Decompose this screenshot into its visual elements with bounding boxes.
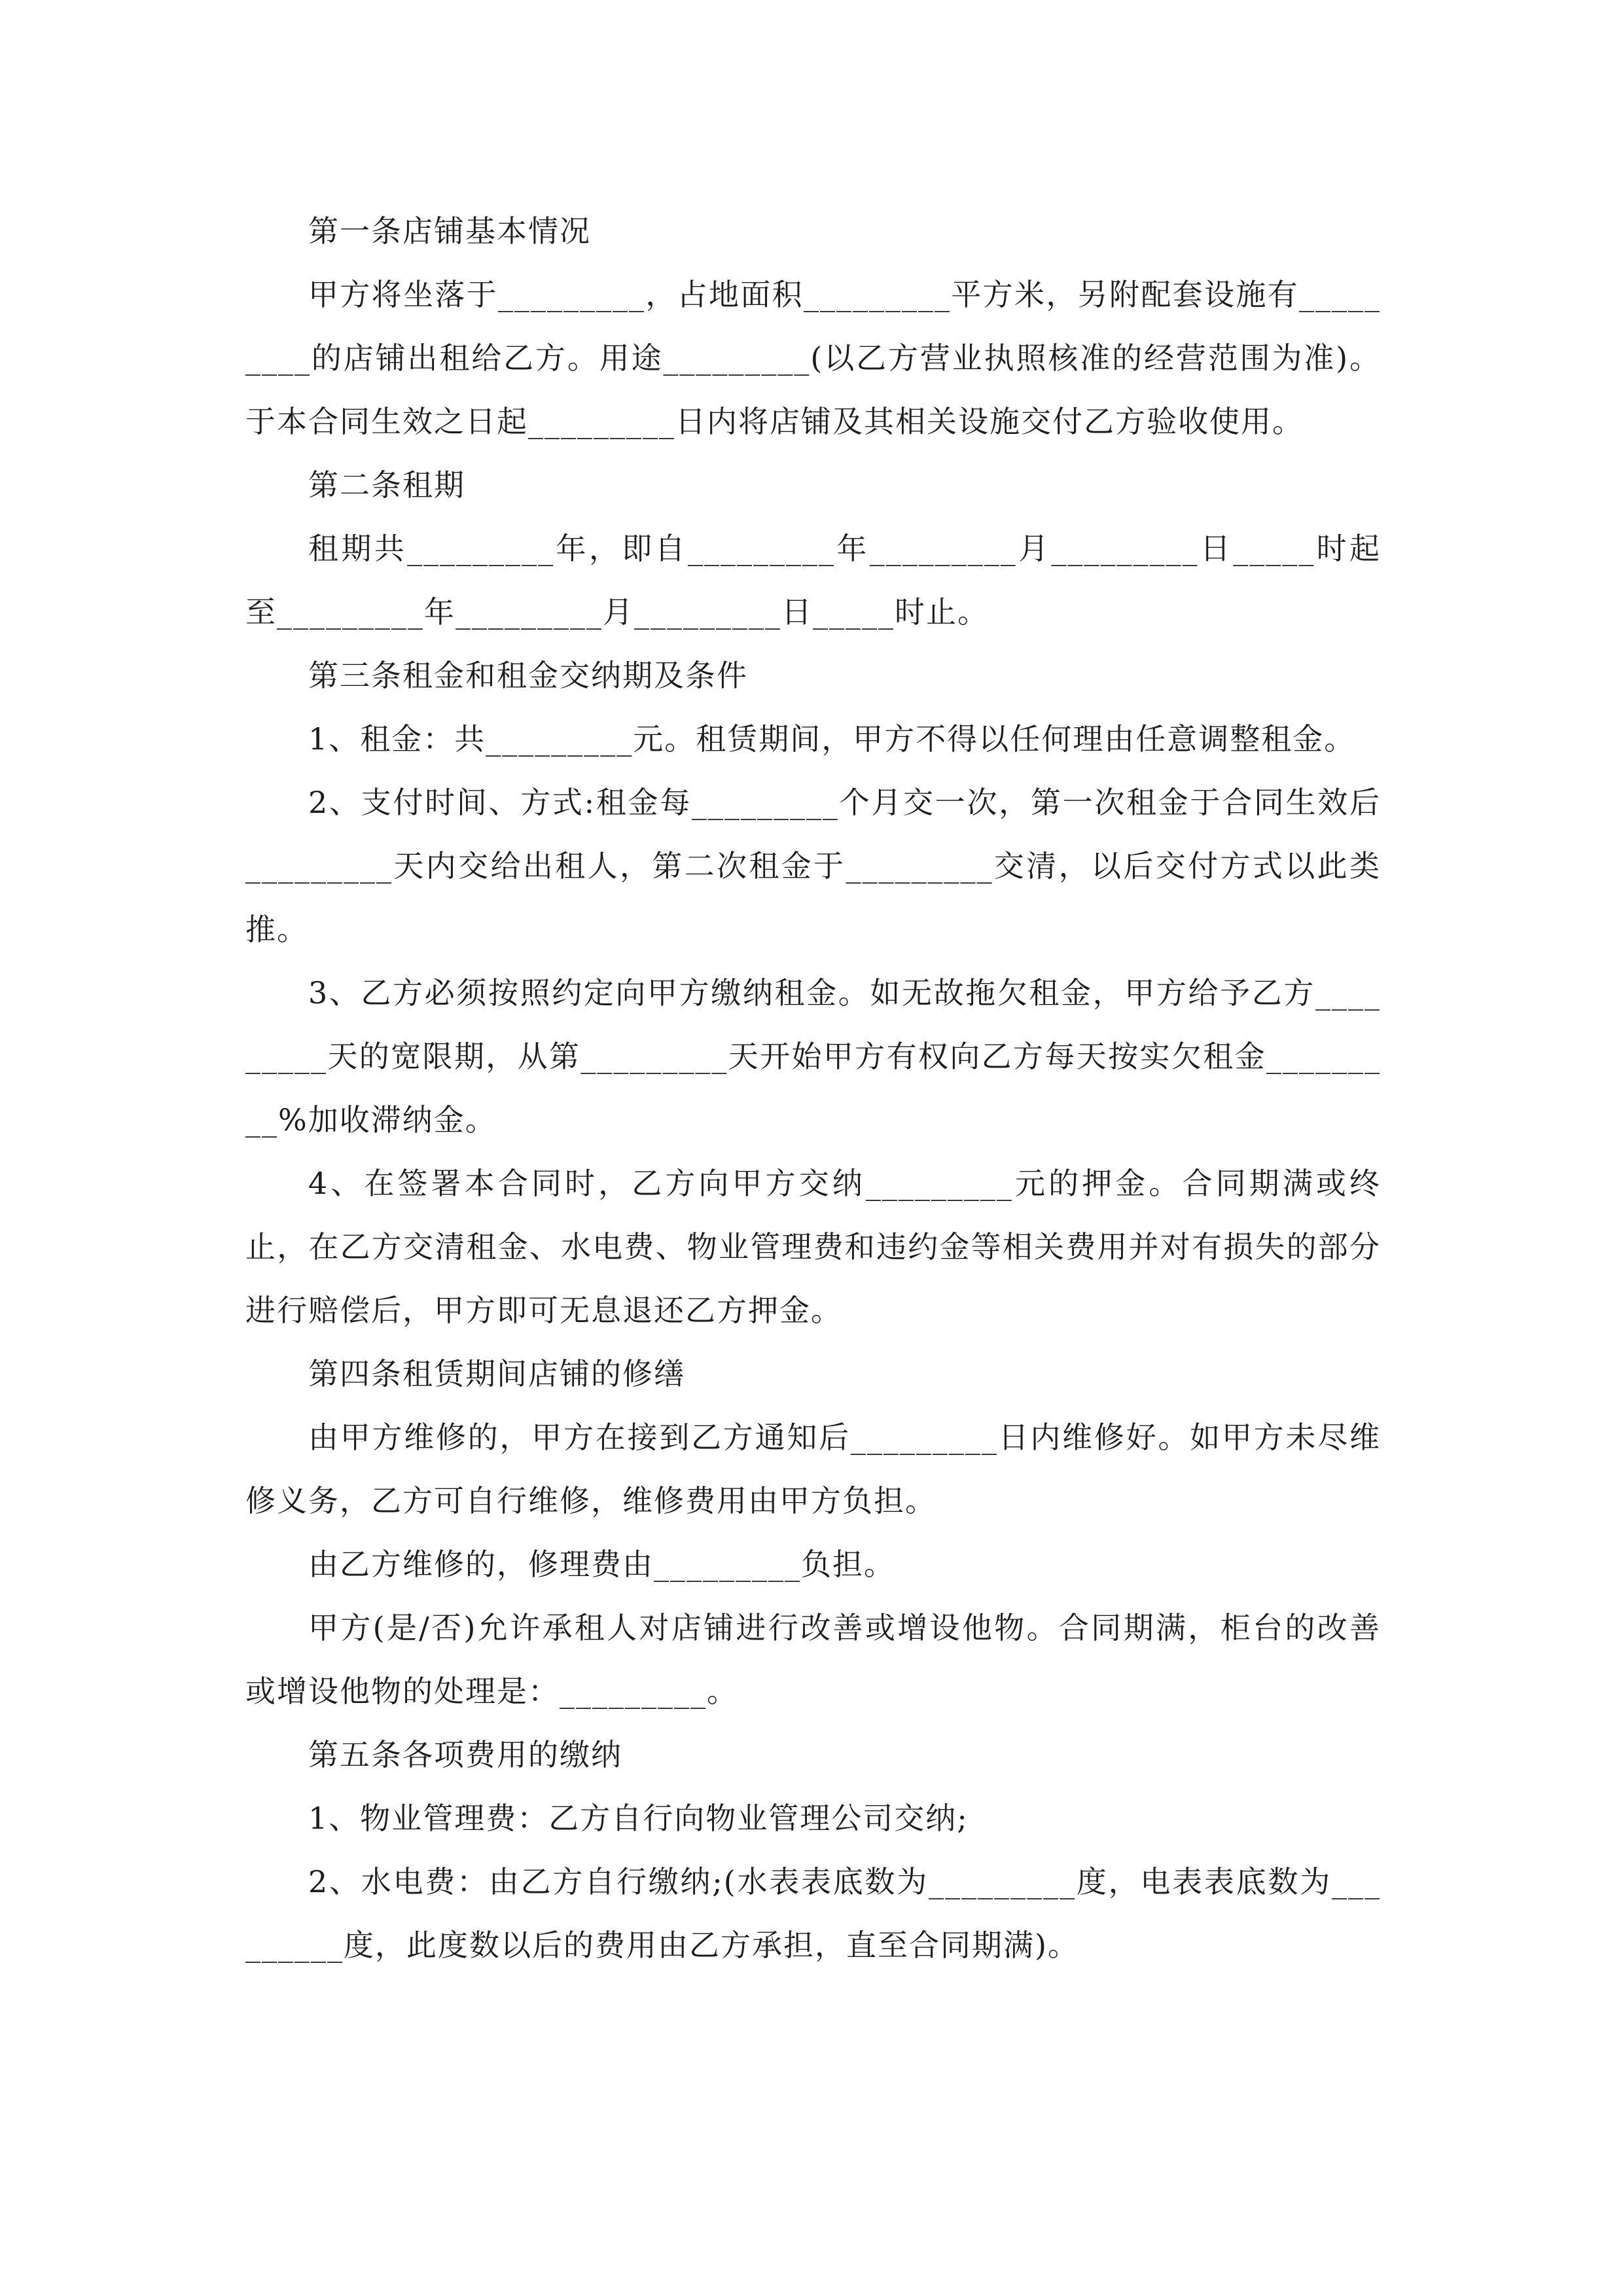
- article-5-clause-2: 2、水电费：由乙方自行缴纳;(水表表底数为_________度，电表表底数为_________度，此度数以后的费用由乙方承担，直至合同期满)。: [245, 1864, 1381, 1963]
- document-body: [245, 200, 1381, 1977]
- article-3-clause-1: 1、租金：共_________元。租赁期间，甲方不得以任何理由任意调整租金。: [308, 721, 1356, 757]
- article-2-heading: 第二条租期: [308, 467, 465, 503]
- article-4-paragraph-3: 甲方(是/否)允许承租人对店铺进行改善或增设他物。合同期满，柜台的改善或增设他物的处理是：_________。: [245, 1610, 1381, 1709]
- article-3-clause-2: 2、支付时间、方式:租金每_________个月交一次，第一次租金于合同生效后_________天内交给出租人，第二次租金于_________交清，以后交付方式以此类推。: [245, 785, 1381, 947]
- article-4-heading: 第四条租赁期间店铺的修缮: [308, 1356, 685, 1391]
- article-2-paragraph: 租期共_________年，即自_________年_________月_________日_____时起至_________年_________月_________日_____时止。: [245, 531, 1381, 630]
- article-5-heading: 第五条各项费用的缴纳: [308, 1737, 622, 1772]
- article-3-heading: 第三条租金和租金交纳期及条件: [308, 658, 748, 693]
- article-4-paragraph-1: 由甲方维修的，甲方在接到乙方通知后_________日内维修好。如甲方未尽维修义务，乙方可自行维修，维修费用由甲方负担。: [245, 1420, 1381, 1518]
- article-1-paragraph: 甲方将坐落于_________，占地面积_________平方米，另附配套设施有_________的店铺出租给乙方。用途_________(以乙方营业执照核准的经营范围为准)。于本合同生效之日起_________日内将店铺及其相关设施交付乙方验收使用。: [245, 277, 1381, 439]
- article-4-paragraph-2: 由乙方维修的，修理费由_________负担。: [308, 1547, 895, 1582]
- article-3-clause-4: 4、在签署本合同时，乙方向甲方交纳_________元的押金。合同期满或终止，在乙方交清租金、水电费、物业管理费和违约金等相关费用并对有损失的部分进行赔偿后，甲方即可无息退还乙方押金。: [245, 1166, 1381, 1328]
- article-3-clause-3: 3、乙方必须按照约定向甲方缴纳租金。如无故拖欠租金，甲方给予乙方_________天的宽限期，从第_________天开始甲方有权向乙方每天按实欠租金_________%加收滞纳金。: [245, 975, 1381, 1138]
- article-5-clause-1: 1、物业管理费：乙方自行向物业管理公司交纳;: [308, 1801, 969, 1836]
- article-1-heading: 第一条店铺基本情况: [308, 213, 591, 249]
